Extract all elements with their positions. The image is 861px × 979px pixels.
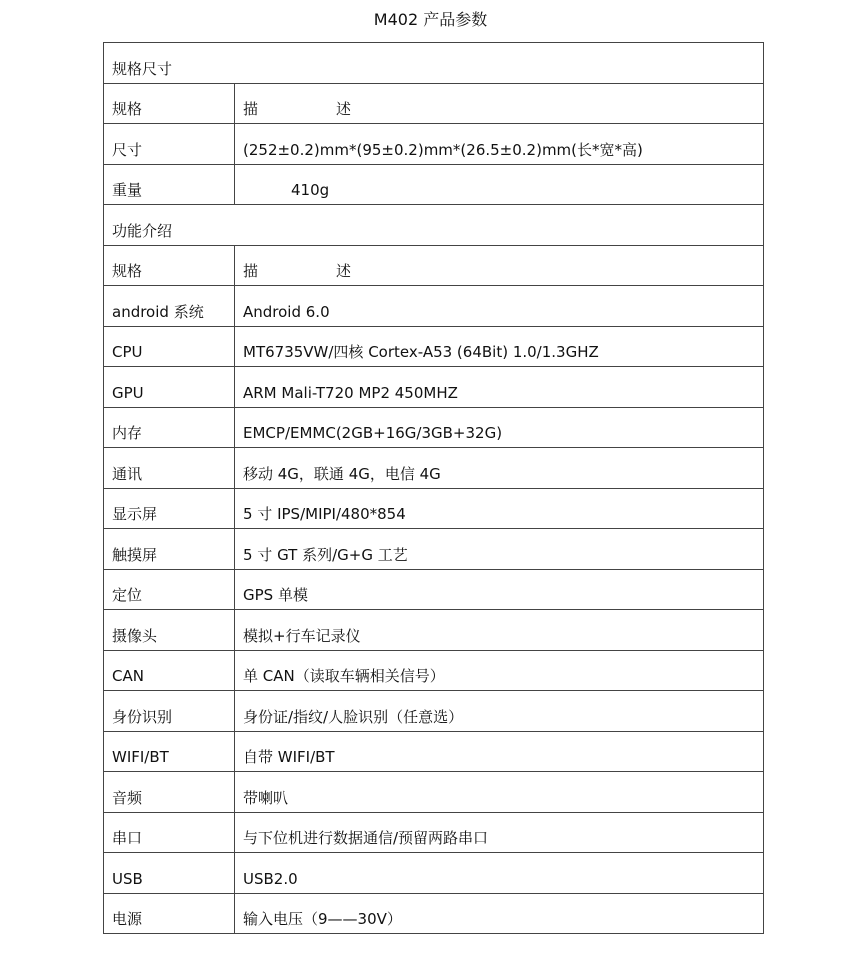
section-heading-row — [104, 205, 764, 246]
row-value: 身份证/指纹/人脸识别（任意选） — [235, 691, 764, 732]
header-desc-cell — [235, 83, 764, 124]
table-row — [104, 772, 764, 813]
row-label: USB — [104, 853, 235, 894]
table-row — [104, 488, 764, 529]
section-heading-row — [104, 43, 764, 84]
row-value: 带喇叭 — [235, 772, 764, 813]
table-row — [104, 326, 764, 367]
table-row — [104, 286, 764, 327]
table-row — [104, 164, 764, 205]
row-value: EMCP/EMMC(2GB+16G/3GB+32G) — [235, 407, 764, 448]
row-label: 摄像头 — [104, 610, 235, 651]
table-row — [104, 529, 764, 570]
header-desc-a: 描 — [243, 262, 259, 280]
table-row — [104, 124, 764, 165]
table-row — [104, 853, 764, 894]
table-header-row — [104, 83, 764, 124]
header-desc-cell — [235, 245, 764, 286]
table-header-row — [104, 245, 764, 286]
header-spec-cell: 规格 — [104, 245, 235, 286]
page-title: M402 产品参数 — [373, 10, 488, 29]
section-heading: 规格尺寸 — [104, 43, 764, 84]
row-label: WIFI/BT — [104, 731, 235, 772]
row-value: 自带 WIFI/BT — [235, 731, 764, 772]
table-row — [104, 691, 764, 732]
row-label: 触摸屏 — [104, 529, 235, 570]
row-label: CAN — [104, 650, 235, 691]
row-label: 重量 — [104, 164, 235, 205]
row-label: 身份识别 — [104, 691, 235, 732]
row-label: 串口 — [104, 812, 235, 853]
row-value: ARM Mali-T720 MP2 450MHZ — [235, 367, 764, 408]
row-label: CPU — [104, 326, 235, 367]
table-row — [104, 448, 764, 489]
row-value: GPS 单模 — [235, 569, 764, 610]
spec-table — [103, 42, 764, 934]
table-row — [104, 893, 764, 934]
header-spec-cell: 规格 — [104, 83, 235, 124]
table-row — [104, 367, 764, 408]
table-row — [104, 569, 764, 610]
row-label: 通讯 — [104, 448, 235, 489]
table-row — [104, 731, 764, 772]
table-row — [104, 812, 764, 853]
row-value: 与下位机进行数据通信/预留两路串口 — [235, 812, 764, 853]
row-label: 尺寸 — [104, 124, 235, 165]
table-row — [104, 407, 764, 448]
header-desc-b: 述 — [336, 262, 352, 280]
row-value: (252±0.2)mm*(95±0.2)mm*(26.5±0.2)mm(长*宽*高) — [235, 124, 764, 165]
row-value: 5 寸 IPS/MIPI/480*854 — [235, 488, 764, 529]
table-row — [104, 610, 764, 651]
row-label: 显示屏 — [104, 488, 235, 529]
table-row — [104, 650, 764, 691]
row-label: 内存 — [104, 407, 235, 448]
row-label: 定位 — [104, 569, 235, 610]
row-label: android 系统 — [104, 286, 235, 327]
section-heading: 功能介绍 — [104, 205, 764, 246]
row-value: USB2.0 — [235, 853, 764, 894]
row-value: MT6735VW/四核 Cortex-A53 (64Bit) 1.0/1.3GHZ — [235, 326, 764, 367]
header-desc-a: 描 — [243, 100, 259, 118]
row-value: 410g — [235, 164, 764, 205]
row-value: 单 CAN（读取车辆相关信号） — [235, 650, 764, 691]
row-value: 5 寸 GT 系列/G+G 工艺 — [235, 529, 764, 570]
row-value: 模拟+行车记录仪 — [235, 610, 764, 651]
row-value: Android 6.0 — [235, 286, 764, 327]
row-label: 音频 — [104, 772, 235, 813]
row-label: GPU — [104, 367, 235, 408]
row-label: 电源 — [104, 893, 235, 934]
row-value: 移动 4G，联通 4G，电信 4G — [235, 448, 764, 489]
row-value: 输入电压（9——30V） — [235, 893, 764, 934]
header-desc-b: 述 — [336, 100, 352, 118]
